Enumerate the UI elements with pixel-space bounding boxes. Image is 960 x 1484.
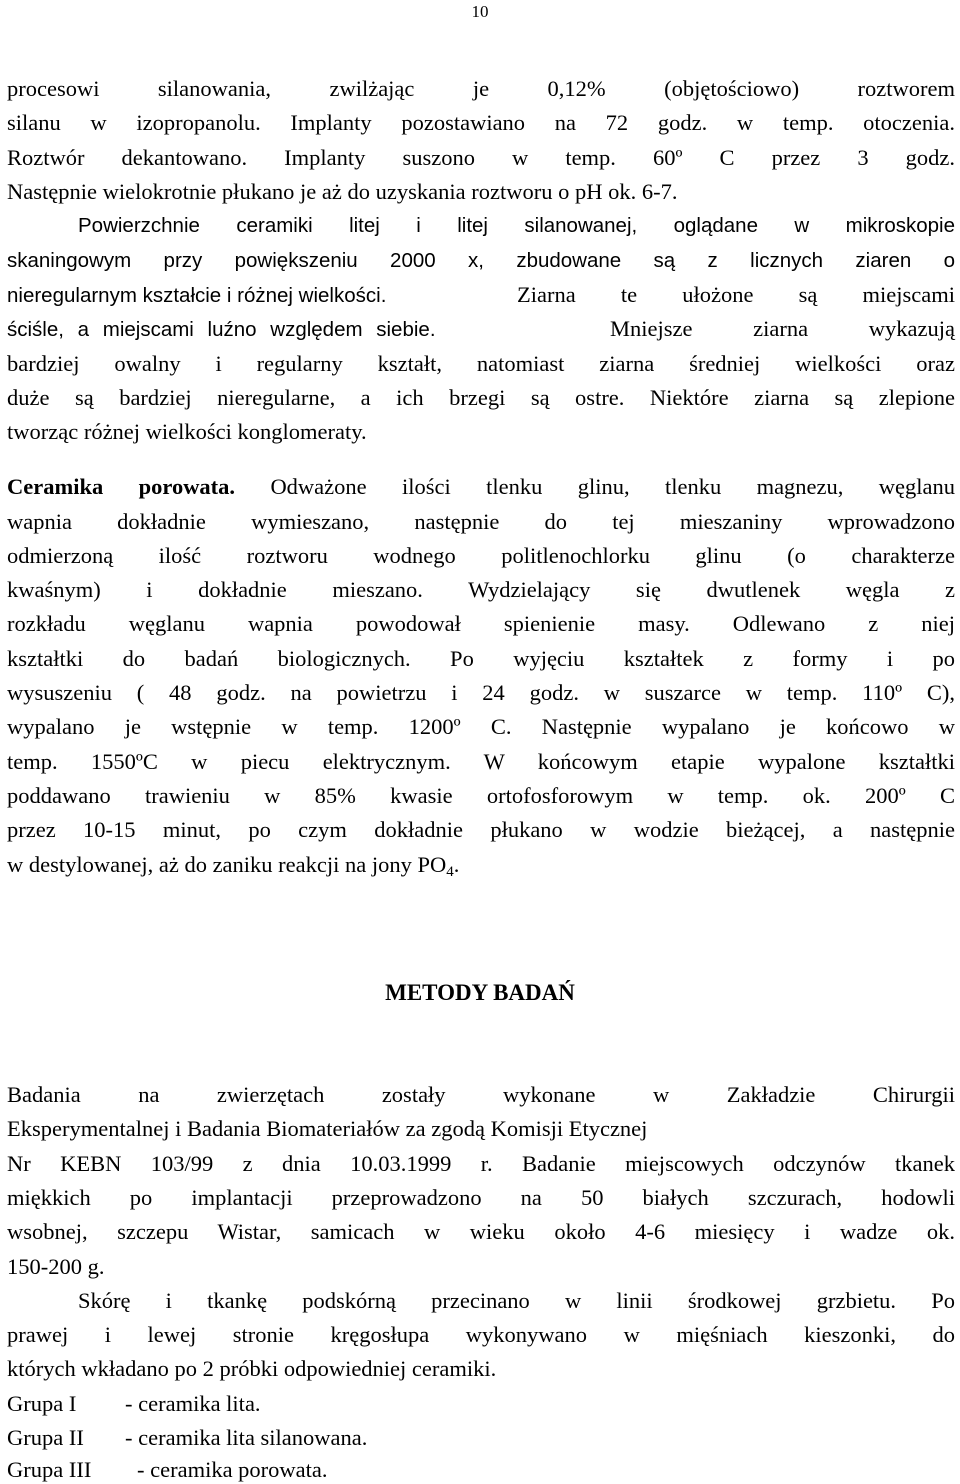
text-line <box>7 473 955 501</box>
text-span: nieregularnym kształcie i różnej wielkości. <box>7 284 387 307</box>
text-line: przez 10-15 minut, po czym dokładnie płukano w wodzie bieżącej, a następnie <box>7 817 955 842</box>
text-line: kwaśnym) i dokładnie mieszano. Wydzielający się dwutlenek węgla z <box>7 577 955 602</box>
text-line <box>7 281 955 309</box>
text-line: wapnia dokładnie wymieszano, następnie do tej mieszaniny wprowadzono <box>7 509 955 534</box>
text-line: wysuszeniu ( 48 godz. na powietrzu i 24 godz. w suszarce w temp. 110º C), <box>7 680 955 705</box>
text-line: silanu w izopropanolu. Implanty pozostawiano na 72 godz. w temp. otoczenia. <box>7 110 955 135</box>
group-item <box>7 1390 955 1418</box>
group-desc: - ceramika lita silanowana. <box>125 1425 368 1450</box>
text-span: ściśle, a miejscami luźno względem siebie. <box>7 318 436 341</box>
text-line: prawej i lewej stronie kręgosłupa wykonywano w mięśniach kieszonki, do <box>7 1322 955 1347</box>
text-line: miękkich po implantacji przeprowadzono na 50 białych szczurach, hodowli <box>7 1185 955 1210</box>
text-line: skaningowym przy powiększeniu 2000 x, zbudowane są z licznych ziaren o <box>7 249 955 272</box>
subscript: 4 <box>446 864 454 880</box>
text-span: w destylowanej, aż do zaniku reakcji na jony PO <box>7 852 447 877</box>
section-heading: METODY BADAŃ <box>385 980 575 1005</box>
text-line: odmierzoną ilość roztworu wodnego politlenochlorku glinu (o charakterze <box>7 543 955 568</box>
group-label: Grupa II <box>7 1425 84 1450</box>
text-line: bardziej owalny i regularny kształt, natomiast ziarna średniej wielkości oraz <box>7 351 955 376</box>
text-line: Następnie wielokrotnie płukano je aż do uzyskania roztworu o pH ok. 6-7. <box>7 179 678 204</box>
text-line <box>7 851 955 879</box>
text-line: tworząc różnej wielkości konglomeraty. <box>7 419 367 444</box>
text-line: Powierzchnie ceramiki litej i litej silanowanej, oglądane w mikroskopie <box>78 214 955 237</box>
text-line <box>7 315 955 343</box>
group-item <box>7 1424 955 1452</box>
section-lead: Ceramika porowata. <box>7 474 236 499</box>
text-line: Badania na zwierzętach zostały wykonane w Zakładzie Chirurgii <box>7 1082 955 1107</box>
text-line: Eksperymentalnej i Badania Biomateriałów za zgodą Komisji Etycznej <box>7 1116 648 1141</box>
text-line: rozkładu węglanu wapnia powodował spienienie masy. Odlewano z niej <box>7 611 955 636</box>
text-line: wypalano je wstępnie w temp. 1200º C. Następnie wypalano je końcowo w <box>7 714 955 739</box>
text-line: Skórę i tkankę podskórną przecinano w linii środkowej grzbietu. Po <box>78 1288 955 1313</box>
group-item <box>7 1456 955 1484</box>
text-span: Ziarna te ułożone są miejscami <box>517 282 955 307</box>
text-span: . <box>453 852 460 877</box>
text-line: których wkładano po 2 próbki odpowiedniej ceramiki. <box>7 1356 497 1381</box>
group-label: Grupa I <box>7 1391 77 1416</box>
text-line: duże są bardziej nieregularne, a ich brzegi są ostre. Niektóre ziarna są zlepione <box>7 385 955 410</box>
text-line: kształtki do badań biologicznych. Po wyjęciu kształtek z formy i po <box>7 646 955 671</box>
text-line: Roztwór dekantowano. Implanty suszono w temp. 60º C przez 3 godz. <box>7 145 955 170</box>
page-number: 10 <box>471 2 489 21</box>
text-span: Mniejsze ziarna wykazują <box>610 316 955 341</box>
text-line: procesowi silanowania, zwilżając je 0,12% (objętościowo) roztworem <box>7 76 955 101</box>
group-desc: - ceramika lita. <box>125 1391 261 1416</box>
text-line: 150-200 g. <box>7 1254 105 1279</box>
text-line: poddawano trawieniu w 85% kwasie ortofosforowym w temp. ok. 200º C <box>7 783 955 808</box>
text-line: temp. 1550ºC w piecu elektrycznym. W końcowym etapie wypalone kształtki <box>7 749 955 774</box>
text-line: Nr KEBN 103/99 z dnia 10.03.1999 r. Badanie miejscowych odczynów tkanek <box>7 1151 955 1176</box>
text-line: wsobnej, szczepu Wistar, samicach w wieku około 4-6 miesięcy i wadze ok. <box>7 1219 955 1244</box>
text-span: Odważone ilości tlenku glinu, tlenku magnezu, węglanu <box>270 474 955 499</box>
group-desc: - ceramika porowata. <box>137 1457 328 1482</box>
group-label: Grupa III <box>7 1457 92 1482</box>
